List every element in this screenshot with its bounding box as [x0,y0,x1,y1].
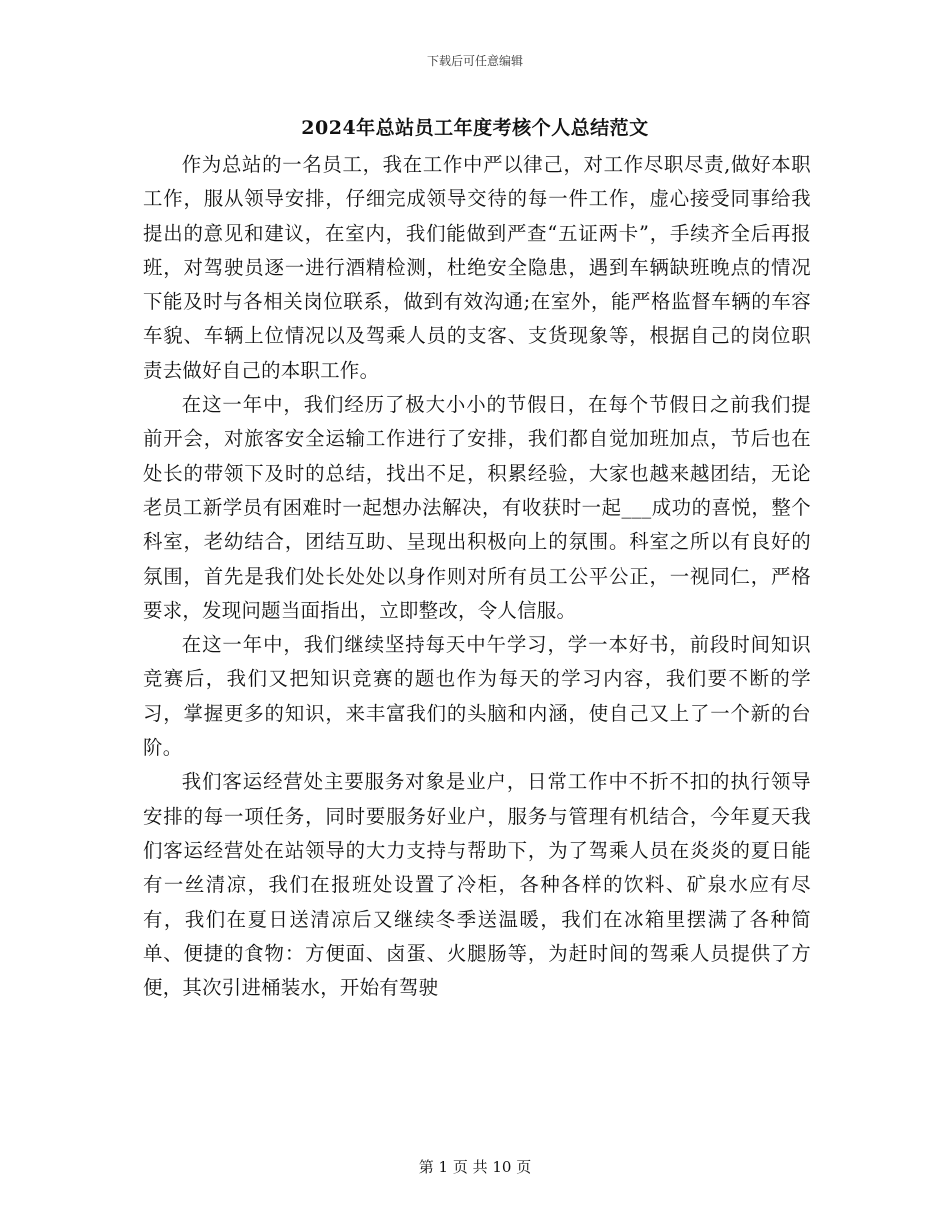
paragraph: 在这一年中，我们继续坚持每天中午学习，学一本好书，前段时间知识竞赛后，我们又把知识竞赛的题也作为每天的学习内容，我们要不断的学习，掌握更多的知识，来丰富我们的头脑和内涵，使自己又上了一个新的台阶。 [143,633,811,760]
paragraph: 作为总站的一名员工，我在工作中严以律己，对工作尽职尽责,做好本职工作，服从领导安排，仔细完成领导交待的每一件工作，虚心接受同事给我提出的意见和建议，在室内，我们能做到严查“五证两卡”，手续齐全后再报班，对驾驶员逐一进行酒精检测，杜绝安全隐患，遇到车辆缺班晚点的情况下能及时与各相关岗位联系，做到有效沟通;在室外，能严格监督车辆的车容车貌、车辆上位情况以及驾乘人员的支客、支货现象等，根据自己的岗位职责去做好自己的本职工作。 [143,153,811,382]
document-body [143,148,811,1005]
paragraph: 在这一年中，我们经历了极大小小的节假日，在每个节假日之前我们提前开会，对旅客安全运输工作进行了安排，我们都自觉加班加点，节后也在处长的带领下及时的总结，找出不足，积累经验，大家也越来越团结，无论老员工新学员有困难时一起想办法解决，有收获时一起___成功的喜悦，整个科室，老幼结合，团结互助、呈现出积极向上的氛围。科室之所以有良好的氛围，首先是我们处长处处以身作则对所有员工公平公正，一视同仁，严格要求，发现问题当面指出，立即整改，令人信服。 [143,393,811,622]
document-title: 2024年总站员工年度考核个人总结范文 [301,117,649,139]
page-number: 第 1 页 共 10 页 [418,1158,532,1176]
paragraph: 我们客运经营处主要服务对象是业户，日常工作中不折不扣的执行领导安排的每一项任务，同时要服务好业户，服务与管理有机结合，今年夏天我们客运经营处在站领导的大力支持与帮助下，为了驾乘人员在炎炎的夏日能有一丝清凉，我们在报班处设置了冷柜，各种各样的饮料、矿泉水应有尽有，我们在夏日送清凉后又继续冬季送温暖，我们在冰箱里摆满了各种简单、便捷的食物：方便面、卤蛋、火腿肠等，为赶时间的驾乘人员提供了方便，其次引进桶装水，开始有驾驶 [143,770,811,1000]
page-header: 下载后可任意编辑 [426,54,523,68]
